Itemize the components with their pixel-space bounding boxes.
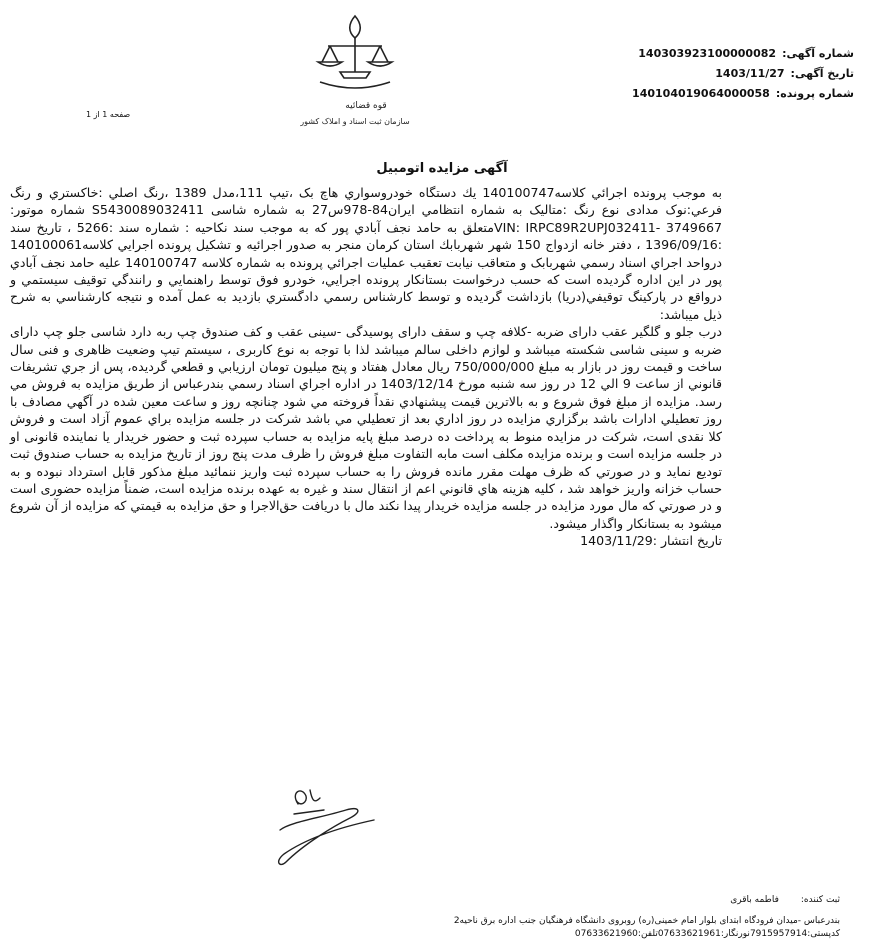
registrar-row xyxy=(530,895,840,905)
office-address xyxy=(200,915,840,941)
notice-number-value: 140303923100000082 xyxy=(638,47,777,60)
case-number-value: 140104019064000058 xyxy=(632,87,770,100)
notice-date-label: تاریخ آگهی: xyxy=(790,67,854,80)
notice-date-value: 1403/11/27 xyxy=(715,67,785,80)
document-title: آگهی مزایده اتومبیل xyxy=(376,161,508,176)
notice-body xyxy=(10,184,722,550)
notice-number-row xyxy=(632,44,854,64)
case-number-label: شماره پرونده: xyxy=(775,87,854,100)
notice-number-label: شماره آگهی: xyxy=(782,47,854,60)
page-indicator: صفحه 1 از 1 xyxy=(86,110,131,119)
address-line-1: بندرعباس -میدان فرودگاه ابتدای بلوار امام خمینی(ره) روبروی دانشگاه فرهنگیان جنب اداره برق ناحیه2 xyxy=(453,916,840,926)
body-paragraph-auction-terms: درب جلو و گلگیر عقب دارای ضربه -کلافه چپ و سقف دارای پوسیدگی -سینی عقب و کف صندوق چپ ربه دارد شاسی جلو چپ دارای ضربه و سینی شاسی شکسته میباشد و لوازم داخلی سالم میباشد لذا با توجه به نوع کاربری ، سیستم تیپ وضعیت ظاهری و فنی سال ساخت و قیمت روز در بازار به مبلغ 750/000/000 ريال معادل هفتاد و پنج ميليون تومان ارزيابي و قطعي گرديده، پس از جري تشريفات قانوني از ساعت 9 الي 12 در روز سه شنبه مورخ 1403/12/14 در اداره اجراي اسناد رسمي بندرعباس از طريق مزايده به فروش مي رسد. مزايده از مبلغ فوق شروع و به بالاترين قيمت پيشنهادي نقداً فروخته مي شود چنانچه روز و ساعت معين شده در آگهي مصادف با روز تعطيلي ادارات باشد برگزاري مزايده در روز اداري بعد از تعطيلي مي باشد شركت در جلسه مزايده براي عموم آزاد است و فروش كلا نقدی است، شركت در مزایده منوط به پرداخت ده درصد مبلغ پایه مزایده به حساب سپرده ثبت و حضور خریدار یا نماینده قانونی او در جلسه مزایده است و برنده مزایده مکلف است مابه التفاوت مبلغ فروش را ظرف مدت پنج روز از تاريخ مزايده به حساب صندوق ثبت توديع نمايد و در صورتي كه ظرف مهلت مقرر مانده فروش را به حساب سپرده ثبت واريز ننمائيد مبلغ مذكور قابل استرداد نبوده و به حساب خزانه واريز خواهد شد ، كليه هزينه هاي قانوني اعم از انتقال سند و غيره به عهده برنده مزايده است، ضمناً مزایده حضوری است و در صورتي كه مال مورد مزايده در جلسه مزايده خريدار پيدا نكند مال با دريافت حق‌الاجرا و حق مزايده به قيمتي كه مزايده از آن شروع ميشود به بستانكار واگذار ميشود. xyxy=(10,324,722,531)
handwritten-signature xyxy=(250,770,385,870)
case-number-row xyxy=(632,84,854,104)
publish-date: تاريخ انتشار :1403/11/29 xyxy=(580,533,722,549)
emblem-caption-line2: سازمان ثبت اسناد و املاک کشور xyxy=(300,117,410,126)
registrar-label: ثبت کننده: xyxy=(800,895,840,905)
registrar-name: فاطمه باقری xyxy=(730,895,779,905)
notice-metadata xyxy=(632,44,854,104)
body-paragraph-vehicle: به موجب پرونده اجرائي كلاسه140100747 يك دستگاه خودروسواري هاچ بک ،تیپ 111،مدل 1389 ،رنگ اصلي :خاكستري و رنگ فرعي:نوک مدادی نوع رنگ :متالیک به شماره انتظامي ايران84-978س27 به شماره شاسی S5430089032411 شماره موتور: 3749667 -VIN: IRPC89R2UPJ032411متعلق به حامد نجف آبادي پور كه به موجب سند نكاحيه : شماره سند :5266 ، تاريخ سند :1396/09/16 ، دفتر خانه ازدواج 150 شهر شهربابك استان كرمان منجر به صدور اجرائيه و تشكيل پرونده اجرايي كلاسه140100061 درواحد اجراي اسناد رسمي شهربابک و متعاقب نیابت تعقیب عملیات اجرائي پرونده به شماره كلاسه 140100747 عليه حامد نجف آبادي پور در اين اداره گرديده است كه حسب درخواست بستانكار پرونده اجرايي، خودرو فوق توسط راهنمايي و رانندگي توقيف سيستمي و درواقع در پاركينگ توقيفي(دريا) بازداشت گرديده و توسط كارشناس رسمي دادگستري بازديد به عمل آمده و نتيجه كارشناسي به شرح ذيل ميباشد: xyxy=(10,185,723,322)
emblem-caption-line1: قوه قضائیه xyxy=(345,101,387,111)
judiciary-emblem-logo xyxy=(300,10,410,132)
notice-date-row xyxy=(632,64,854,84)
address-line-2: کدپستی:7915957914نورنگار:07633621961تلفن:07633621960 xyxy=(574,929,840,939)
